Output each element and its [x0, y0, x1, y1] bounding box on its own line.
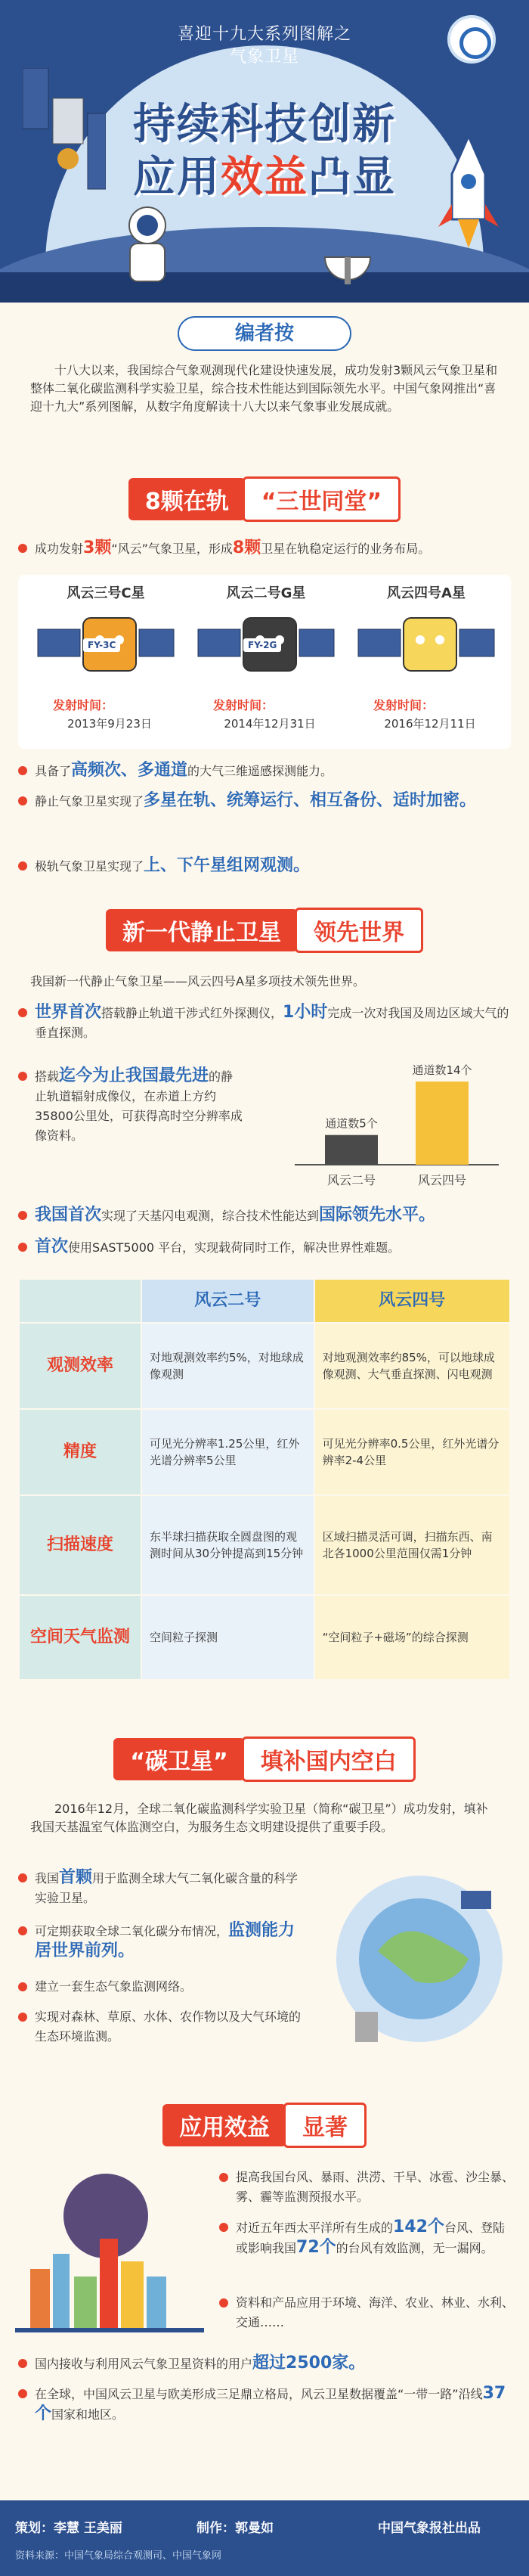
s4-b5-post: 国家和地区。 — [51, 2407, 125, 2422]
s4-b2-post: 的台风有效监测，无一漏网。 — [336, 2241, 493, 2255]
section1-title — [0, 476, 529, 522]
section1-title-b: “三世同堂” — [243, 476, 401, 522]
satellite-badge: FY-2G — [243, 638, 281, 652]
chart-value-label: 通道数5个 — [325, 1116, 378, 1131]
satellite-illustration-icon — [23, 68, 106, 197]
comparison-row-label: 空间天气监测 — [20, 1596, 141, 1679]
s1-b3-em: 上、下午星组网观测。 — [144, 856, 311, 875]
section4-bullet-5 — [18, 2384, 509, 2425]
s2-b2-em: 迄今为止我国最先进 — [59, 1066, 209, 1085]
s4-b2-num2: 72个 — [296, 2238, 336, 2257]
s1-intro-pre: 成功发射 — [35, 542, 84, 556]
s1-b1-post: 的大气三维遥感探测能力。 — [187, 764, 333, 778]
footer-source: 资料来源：中国气象局综合观测司、中国气象网 — [15, 2550, 222, 2562]
satellite-badge: FY-3C — [83, 638, 120, 652]
chart-category-label: 风云四号 — [417, 1173, 467, 1187]
comparison-table-body — [20, 1280, 509, 1679]
satellite-mascot-icon — [351, 607, 502, 690]
comparison-fy2-value: 空间粒子探测 — [142, 1596, 314, 1679]
section2-title-a: 新一代静止卫星 — [106, 909, 298, 951]
section1-intro — [18, 538, 509, 559]
section3-title — [0, 1736, 529, 1782]
s3-b1-post: 用于监测全球大气二氧化碳含量的科学实验卫星。 — [35, 1871, 299, 1905]
section4-bullet-3: 资料和产品应用于环境、海洋、农业、林业、水利、交通…… — [219, 2293, 514, 2332]
section3-intro: 2016年12月，全球二氧化碳监测科学实验卫星（简称“碳卫星”）成功发射，填补我国天基温室气体监测空白，为服务生态文明建设提供了重要手段。 — [30, 1802, 488, 1834]
section4-title — [0, 2103, 529, 2148]
s2-b3-em: 我国首次 — [35, 1206, 102, 1224]
s2-b4-post: 使用SAST5000 平台，实现载荷同时工作，解决世界性难题。 — [68, 1240, 401, 1255]
section3-bullet-2 — [18, 1921, 305, 1962]
s4-b4-em: 超过2500家。 — [252, 2354, 366, 2373]
section1-bullet-3 — [18, 856, 509, 877]
s2-b1-em: 世界首次 — [35, 1003, 102, 1022]
s1-intro-num1: 3颗 — [83, 538, 112, 557]
s4-b2-num1: 142个 — [393, 2218, 444, 2236]
s1-b2-em: 多星在轨、统筹运行、相互备份、适时加密。 — [144, 791, 477, 810]
section1-bullet-1 — [18, 761, 509, 781]
s3-b2-em: 监测能力居世界前列。 — [35, 1921, 295, 1960]
satellite-card — [190, 582, 342, 741]
comparison-row — [20, 1596, 509, 1679]
chart-value-label: 通道数14个 — [412, 1063, 472, 1077]
section3-title-b: 填补国内空白 — [242, 1736, 416, 1782]
section2-bullet-3 — [18, 1206, 517, 1226]
s2-b1-num: 1小时 — [283, 1003, 328, 1022]
section4-bullet-2 — [219, 2218, 514, 2258]
footer-publisher: 中国气象报社出品 — [378, 2521, 481, 2536]
section2-title — [0, 908, 529, 953]
satellite-card — [30, 582, 181, 741]
section3-bullet-3: 建立一套生态气象监测网络。 — [18, 1977, 305, 1997]
s4-b5-num: 37个 — [35, 2384, 506, 2423]
section2-intro: 我国新一代静止气象卫星——风云四号A星多项技术领先世界。 — [30, 974, 365, 989]
s3-b1-pre: 我国 — [35, 1871, 60, 1885]
s2-b1-post: 搭载静止轨道干涉式红外探测仪， — [101, 1006, 283, 1020]
editor-note-text: 十八大以来，我国综合气象观测现代化建设快速发展，成功发射3颗风云气象卫星和整体二氧化碳监测科学实验卫星，综合技术性能达到国际领先水平。中国气象网推出“喜迎十九大”系列图解，从数字角度解读十八大以来气象事业发展成就。 — [30, 363, 498, 414]
footer-producer: 制作：郭曼如 — [196, 2521, 274, 2536]
section4-title-a: 应用效益 — [162, 2104, 286, 2146]
comparison-fy4-value: 可见光分辨率0.5公里，红外光谱分辨率2-4公里 — [315, 1410, 509, 1494]
s2-b3-em2: 国际领先水平。 — [319, 1206, 436, 1224]
comparison-col-fy4: 风云四号 — [315, 1280, 509, 1322]
channel-bar-chart — [287, 1044, 506, 1195]
satellite-name: 风云三号C星 — [67, 585, 145, 601]
section3-bullet-4: 实现对森林、草原、水体、农作物以及大气环境的生态环境监测。 — [18, 2007, 305, 2047]
s4-b5-pre: 在全球，中国风云卫星与欧美形成三足鼎立格局，风云卫星数据覆盖“一带一路”沿线 — [35, 2387, 483, 2401]
launch-label: 发射时间： — [373, 698, 435, 712]
comparison-row — [20, 1324, 509, 1408]
comparison-row-label: 精度 — [20, 1410, 141, 1494]
earth-carbon-illustration-icon — [325, 1861, 514, 2057]
comparison-fy4-value: 对地观测效率约85%，可以地球成像观测、大气垂直探测、闪电观测 — [315, 1324, 509, 1408]
s1-intro-post: 卫星在轨稳定运行的业务布局。 — [261, 542, 431, 556]
hero-title-post: 凸显 — [308, 153, 396, 202]
city-sun-illustration-icon — [15, 2163, 204, 2345]
s2-b2-pre: 搭载 — [35, 1069, 60, 1084]
s1-b2-pre: 静止气象卫星实现了 — [35, 794, 144, 808]
section3-title-a: “碳卫星” — [113, 1738, 244, 1780]
launch-label: 发射时间： — [53, 698, 114, 712]
section4-title-b: 显著 — [283, 2103, 367, 2148]
comparison-fy4-value: 区域扫描灵活可调，扫描东西、南北各1000公里范围仅需1分钟 — [315, 1496, 509, 1594]
s1-intro-mid: “风云”气象卫星，形成 — [111, 542, 233, 556]
satellite-card — [351, 582, 502, 741]
hero-title-em: 效益 — [221, 153, 308, 202]
launch-date: 2016年12月11日 — [384, 717, 476, 731]
comparison-header-row — [20, 1280, 509, 1322]
editor-note-heading: 编者按 — [178, 316, 351, 351]
comparison-fy2-value: 对地观测效率约5%，对地球成像观测 — [142, 1324, 314, 1408]
rocket-icon — [438, 136, 499, 250]
launch-label: 发射时间： — [213, 698, 274, 712]
hero-title-line1: 持续科技创新 — [133, 100, 396, 149]
section2-bullet-4 — [18, 1237, 517, 1258]
section2-bullet-2 — [18, 1066, 245, 1146]
section1-bullet-2 — [18, 791, 509, 812]
chart-bar-1 — [325, 1135, 378, 1165]
comparison-col-fy2: 风云二号 — [142, 1280, 314, 1322]
hero-title-pre: 应用 — [133, 153, 221, 202]
launch-date: 2013年9月23日 — [67, 717, 152, 731]
s1-intro-num2: 8颗 — [232, 538, 261, 557]
s4-b2-mid: 台风、登陆或影响我国 — [236, 2221, 505, 2255]
s1-b1-pre: 具备了 — [35, 764, 72, 778]
s2-b4-em: 首次 — [35, 1237, 69, 1256]
section3-bullet-1 — [18, 1868, 305, 1908]
chart-bar-2 — [416, 1082, 469, 1165]
section2-title-b: 领先世界 — [295, 908, 423, 953]
s4-b2-pre: 对近五年西太平洋所有生成的 — [236, 2221, 394, 2235]
section2-bullet-1 — [18, 1003, 517, 1043]
hero-banner — [0, 0, 529, 303]
section4-bullet-1: 提高我国台风、暴雨、洪涝、干旱、冰雹、沙尘暴、雾、霾等监测预报水平。 — [219, 2168, 514, 2207]
comparison-row-label: 观测效率 — [20, 1324, 141, 1408]
astronaut-icon — [113, 204, 181, 287]
s2-b1-post2: 完成一次对我国及周边区域大气的垂直探测。 — [35, 1006, 509, 1040]
section4-bullet-4 — [18, 2354, 509, 2374]
s1-b1-em: 高频次、多通道 — [71, 761, 188, 780]
hero-super-line1: 喜迎十九大系列图解之 — [177, 25, 351, 44]
hero-ground — [0, 272, 529, 303]
comparison-fy4-value: “空间粒子+磁场”的综合探测 — [315, 1596, 509, 1679]
launch-date: 2014年12月31日 — [224, 717, 316, 731]
hero-super-line2: 气象卫星 — [229, 48, 299, 67]
chart-category-label: 风云二号 — [326, 1173, 376, 1187]
comparison-row — [20, 1496, 509, 1594]
satellite-name: 风云二号G星 — [226, 585, 306, 601]
comparison-row-label: 扫描速度 — [20, 1496, 141, 1594]
s2-b2-post: 的静止轨道辐射成像仪，在赤道上方约35800公里处，可获得高时空分辨率成像资料。 — [35, 1069, 243, 1143]
comparison-row — [20, 1410, 509, 1494]
fy2-fy4-comparison-table — [18, 1278, 511, 1681]
s4-b4-pre: 国内接收与利用风云气象卫星资料的用户 — [35, 2357, 253, 2371]
s2-b3-mid: 实现了天基闪电观测，综合技术性能达到 — [101, 1209, 320, 1223]
footer-planner: 策划：李慧 王美丽 — [15, 2521, 122, 2536]
section1-title-a: 8颗在轨 — [128, 478, 246, 520]
s3-b2-pre: 可定期获取全球二氧化碳分布情况， — [35, 1924, 229, 1938]
comparison-corner — [20, 1280, 141, 1322]
comparison-fy2-value: 东半球扫描获取全圆盘图的观测时间从30分钟提高到15分钟 — [142, 1496, 314, 1594]
satellite-name: 风云四号A星 — [387, 585, 466, 601]
radar-dish-icon — [317, 227, 378, 287]
comparison-fy2-value: 可见光分辨率1.25公里，红外光谱分辨率5公里 — [142, 1410, 314, 1494]
s3-b1-em: 首颗 — [59, 1868, 93, 1887]
s1-b3-pre: 极轨气象卫星实现了 — [35, 859, 144, 874]
footer — [0, 2500, 529, 2576]
